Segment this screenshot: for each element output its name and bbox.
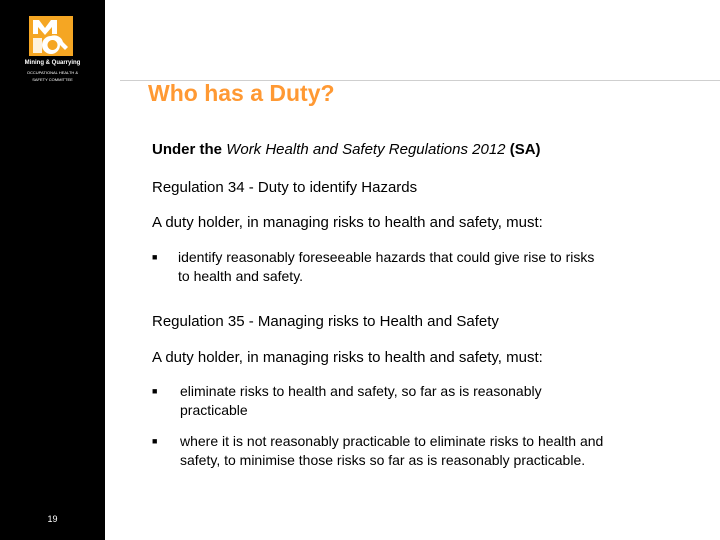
page-number: 19 xyxy=(47,514,58,524)
square-bullet-icon: ■ xyxy=(152,252,158,262)
square-bullet-icon: ■ xyxy=(152,386,158,396)
logo-text-line-2: OCCUPATIONAL HEALTH & xyxy=(26,70,79,75)
logo-text-line-3: SAFETY COMMITTEE xyxy=(32,77,73,82)
logo-text-line-1: Mining & Quarrying xyxy=(24,60,81,66)
reg35-intro: A duty holder, in managing risks to health and safety, must: xyxy=(152,349,543,366)
reg35-bullet-2-line-1: where it is not reasonably practicable to eliminate risks to health and xyxy=(180,433,604,449)
heading-suffix: (SA) xyxy=(505,141,541,158)
heading-prefix: Under the xyxy=(152,141,227,158)
reg34-intro: A duty holder, in managing risks to health and safety, must: xyxy=(152,214,543,231)
heading-italic: Work Health and Safety Regulations 2012 xyxy=(226,141,506,158)
logo xyxy=(0,0,105,100)
reg35-title: Regulation 35 - Managing risks to Health and Safety xyxy=(152,313,499,330)
slide-title: Who has a Duty? xyxy=(148,80,335,106)
reg35-bullet-1-line-2: practicable xyxy=(180,402,248,418)
reg35-bullet-1-line-1: eliminate risks to health and safety, so far as is reasonably xyxy=(180,383,542,399)
reg35-bullet-2-line-2: safety, to minimise those risks so far as is reasonably practicable. xyxy=(180,452,586,468)
regulations-heading xyxy=(152,141,541,158)
square-bullet-icon: ■ xyxy=(152,436,158,446)
sidebar xyxy=(0,0,105,540)
reg34-title: Regulation 34 - Duty to identify Hazards xyxy=(152,179,418,196)
mq-logo-icon xyxy=(29,16,73,56)
reg34-bullet-1-line-2: to health and safety. xyxy=(178,268,304,284)
reg34-bullet-1-line-1: identify reasonably foreseeable hazards that could give rise to risks xyxy=(178,249,595,265)
